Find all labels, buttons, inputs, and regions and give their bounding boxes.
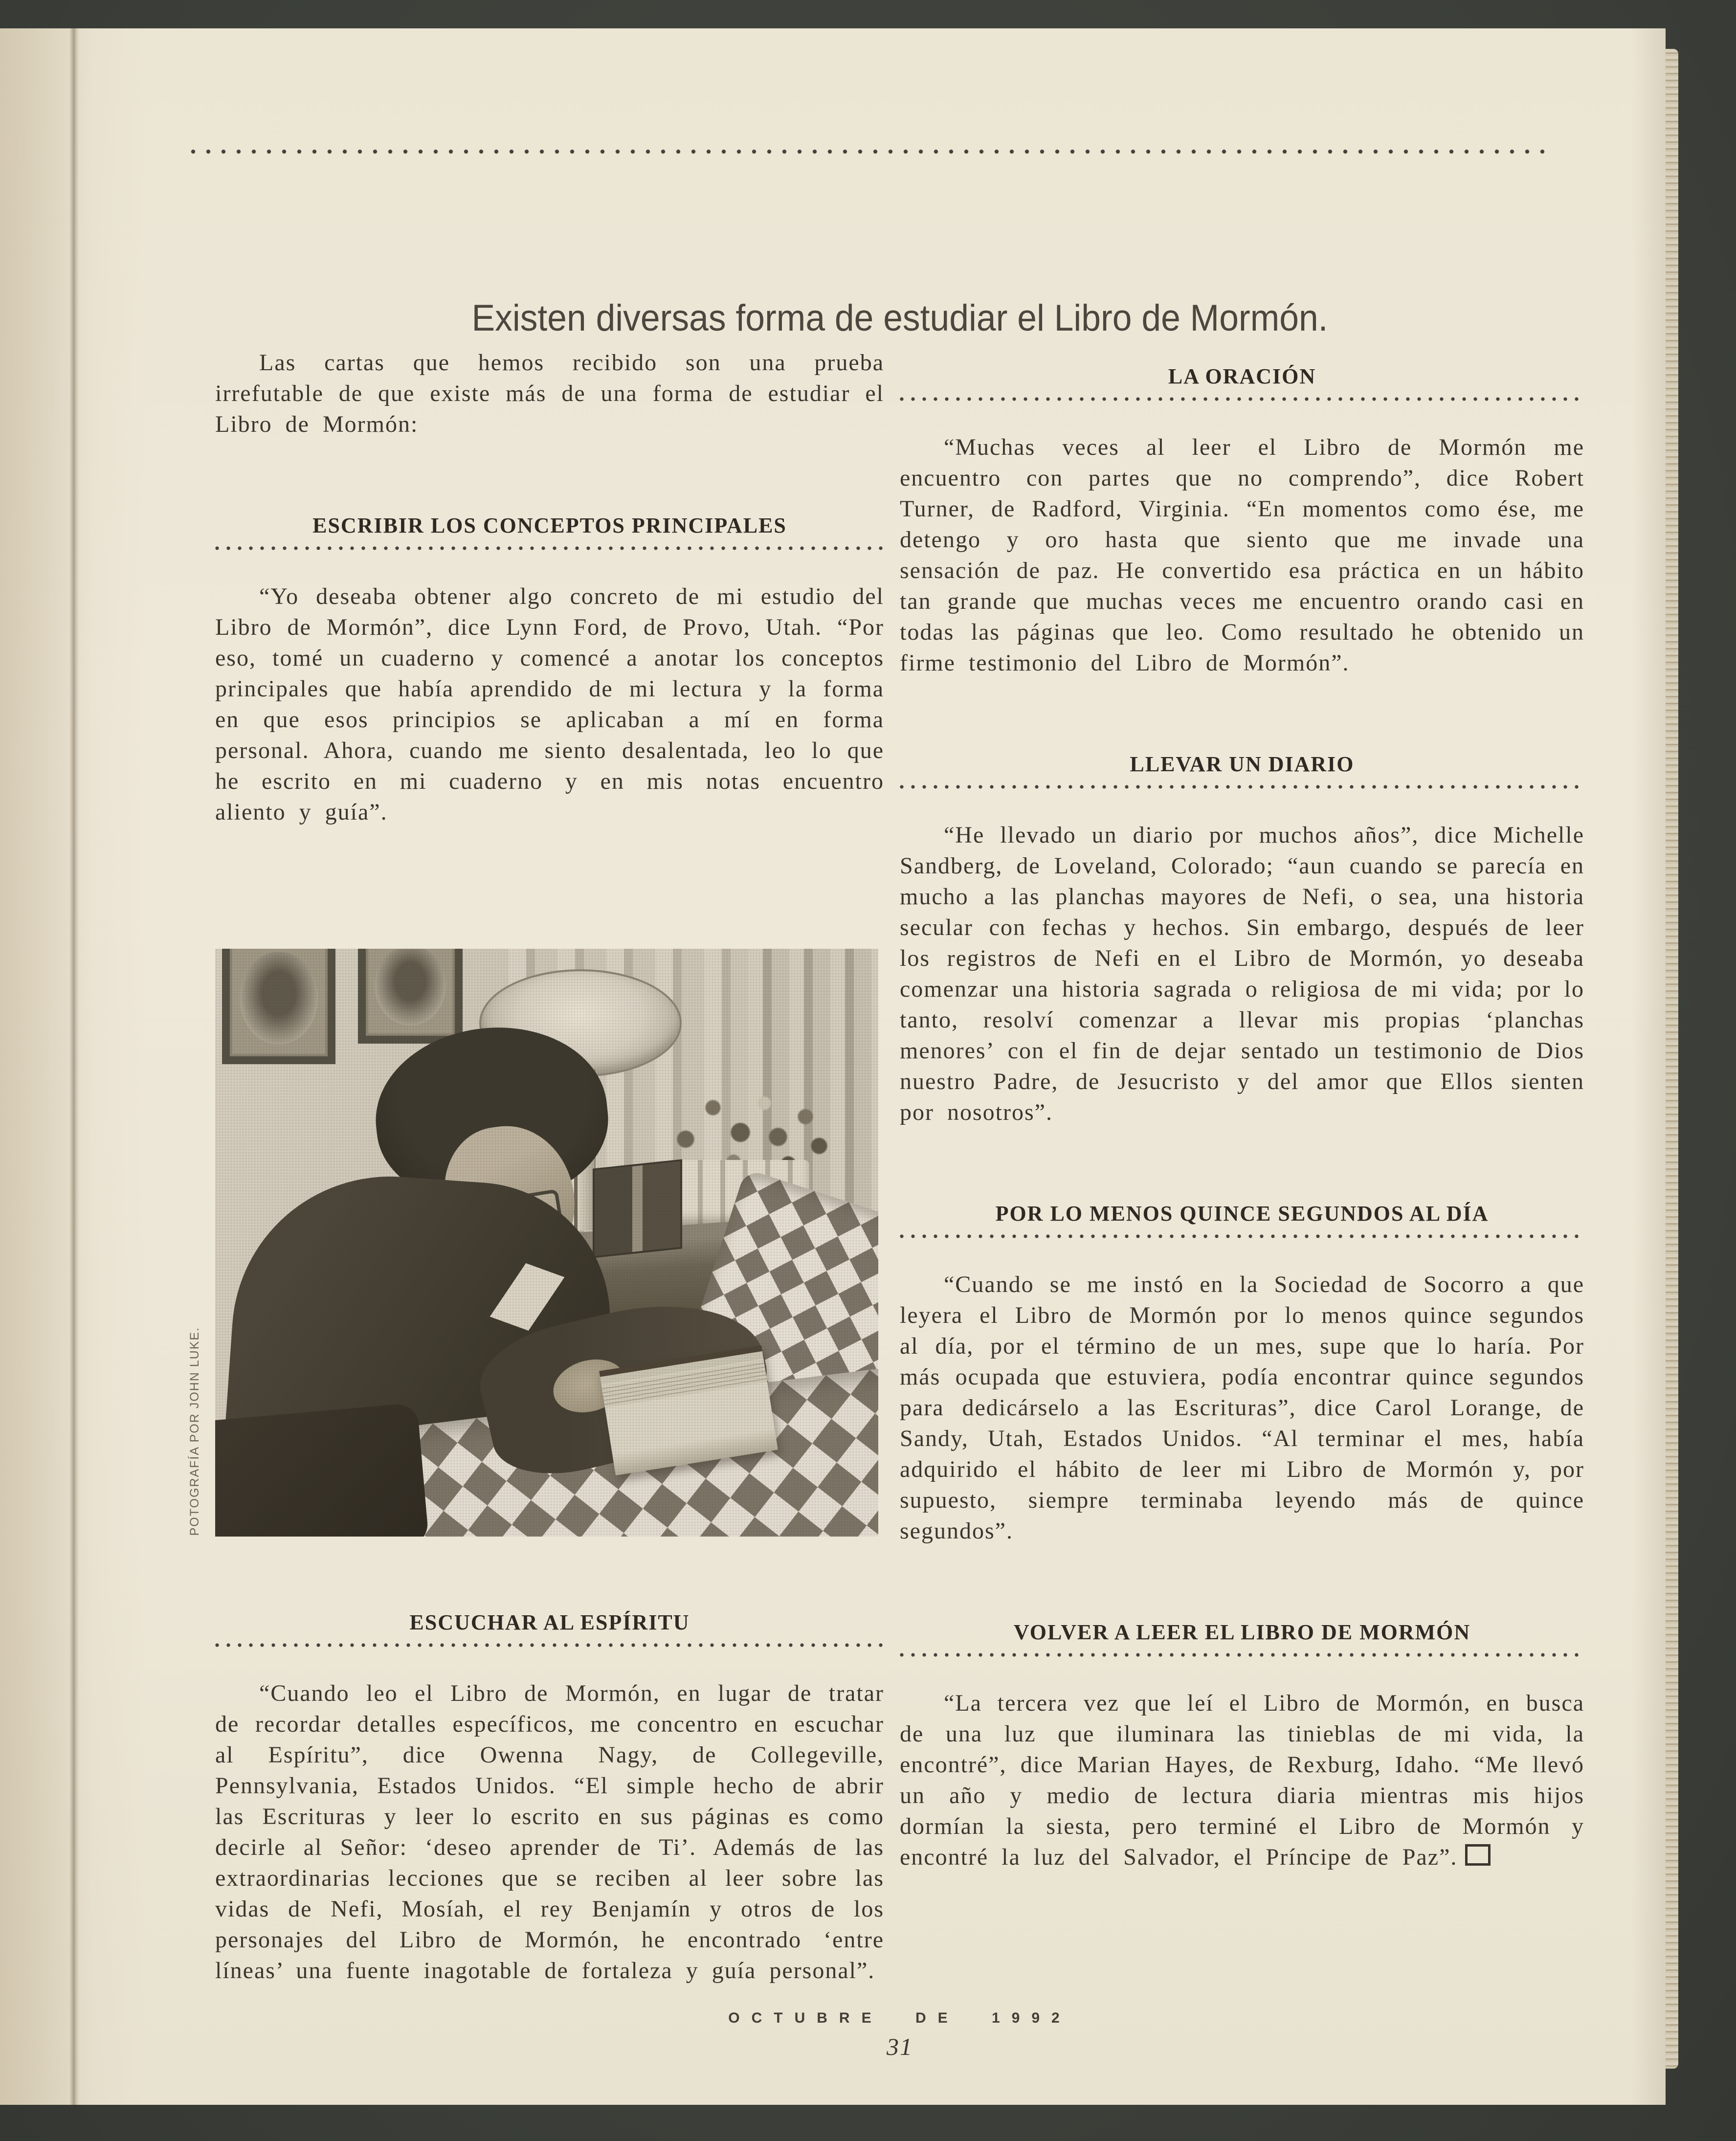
section-heading-escribir [215,513,884,551]
section-paragraph: “Cuando leo el Libro de Mormón, en lugar de tratar de recordar detalles específicos, me concentro en escuchar al Espíritu”, dice Owenna Nagy, de Collegeville, Pennsylvania, Estados Unidos. “El simple hecho de abrir las Escrituras y leer lo escrito en sus páginas es como decirle al Señor: ‘deseo aprender de Ti’. Además de las extraordinarias lecciones que se reciben al leer sobre las vidas de Nefi, Mosíah, el rey Benjamín y otros de los personajes del Libro de Mormón, he encontrado ‘entre líneas’ una fuente inagotable de fortaleza y guía personal”. [215,1680,884,1984]
left-column [188,347,884,1986]
section-heading-label: VOLVER A LEER EL LIBRO DE MORMÓN [1013,1620,1471,1644]
spine-crease [69,28,79,2105]
footer-issue-line: OCTUBRE DE 1992 [728,2010,1071,2026]
section-heading-label: POR LO MENOS QUINCE SEGUNDOS AL DÍA [995,1202,1489,1226]
heading-dotted-underline [215,1643,884,1648]
intro-paragraph: Las cartas que hemos recibido son una prueba irrefutable de que existe más de una forma de estudiar el Libro de Mormón: [215,350,884,437]
section-heading-label: ESCUCHAR AL ESPÍRITU [409,1610,690,1634]
photo-man-reading [215,949,878,1537]
right-column [900,347,1584,1873]
section-paragraph: “Yo deseaba obtener algo concreto de mi estudio del Libro de Mormón”, dice Lynn Ford, de Provo, Utah. “Por eso, tomé un cuaderno y comencé a anotar los conceptos principales que había aprendido de mi lectura y la forma en que esos principios se aplicaban a mí en forma personal. Ahora, cuando me siento desalentada, leo lo que he escrito en mi cuaderno y en mis notas encuentro aliento y guía”. [215,583,884,825]
section-paragraph-text: “La tercera vez que leí el Libro de Mormón, en busca de una luz que iluminara las tinieblas de mi vida, la encontré”, dice Marian Hayes, de Rexburg, Idaho. “Me llevó un año y medio de lectura diaria mientras mis hijos dormían la siesta, pero terminé el Libro de Mormón y encontré la luz del Salvador, el Príncipe de Paz”. [900,1690,1584,1870]
section-heading-diario [900,752,1584,789]
page-stack-edge [1666,49,1678,2069]
heading-dotted-underline [900,397,1584,401]
photo-picture-frame-left [222,949,335,1064]
magazine-page [0,28,1666,2105]
section-heading-oracion [900,364,1584,401]
section-heading-escuchar [215,1610,884,1648]
section-heading-quince-segundos [900,1201,1584,1239]
photo-credit: POTOGRAFÍA POR JOHN LUKE. [188,1326,201,1536]
heading-dotted-underline [900,784,1584,789]
photo-small-book-on-table [593,1159,682,1258]
footer-page-number: 31 [887,2033,913,2060]
section-paragraph: “Muchas veces al leer el Libro de Mormón me encuentro con partes que no comprendo”, dice Robert Turner, de Radford, Virginia. “En momentos como ése, me detengo y oro hasta que siento que me invade una sensación de paz. He convertido esa práctica en un hábito tan grande que muchas veces me encuentro orando casi en todas las páginas que leo. Como resultado he obtenido un firme testimonio del Libro de Mormón”. [900,434,1584,676]
section-heading-label: LA ORACIÓN [1168,364,1316,388]
article-title: Existen diversas forma de estudiar el Libro de Mormón. [471,297,1328,339]
section-heading-volver-a-leer [900,1620,1584,1657]
section-paragraph: “Cuando se me instó en la Sociedad de Socorro a que leyera el Libro de Mormón por lo menos quince segundos al día, por el término de un mes, supe que lo haría. Por más ocupada que estuviera, podía encontrar quince segundos para dedicárselo a las Escrituras”, dice Carol Lorange, de Sandy, Utah, Estados Unidos. “Al terminar el mes, había adquirido el hábito de leer mi Libro de Mormón y, por supuesto, siempre terminaba leyendo más de quince segundos”. [900,1271,1584,1544]
heading-dotted-underline [900,1652,1584,1657]
photo-figure [188,949,878,1537]
section-paragraph: “He llevado un diario por muchos años”, dice Michelle Sandberg, de Loveland, Colorado; “aun cuando se parecía en mucho a las planchas mayores de Nefi, o sea, una historia secular con fechas y hechos. Sin embargo, después de leer los registros de Nefi en el Libro de Mormón, yo deseaba comenzar una historia sagrada o religiosa de mi vida; por lo tanto, resolví comenzar a llevar mis propias ‘planchas menores’ con el fin de dejar sentado un testimonio de Dios nuestro Padre, de Jesucristo y del amor que Ellos sienten por nosotros”. [900,822,1584,1125]
photo-sleeve [215,1403,429,1537]
heading-dotted-underline [900,1234,1584,1239]
top-dotted-rule [191,149,1550,155]
end-of-article-icon [1465,1844,1491,1866]
section-heading-label: LLEVAR UN DIARIO [1130,752,1355,776]
photo-picture-frame-right [358,949,463,1044]
section-paragraph [900,1688,1584,1873]
heading-dotted-underline [215,546,884,551]
section-heading-label: ESCRIBIR LOS CONCEPTOS PRINCIPALES [312,513,787,537]
